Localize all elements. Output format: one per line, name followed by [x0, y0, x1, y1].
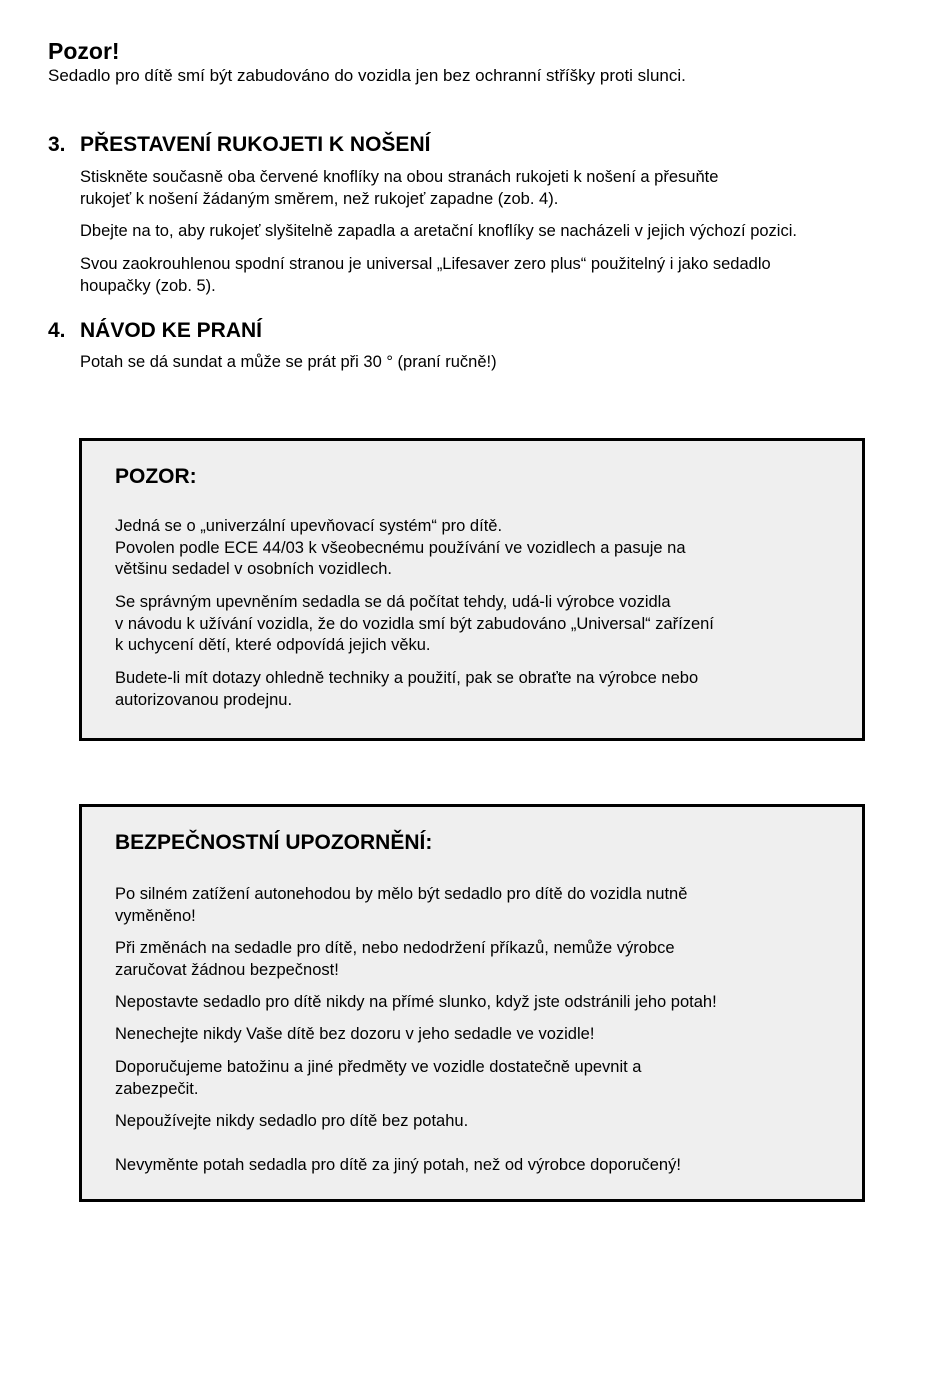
section-4-heading [48, 319, 262, 343]
pozor-box-paragraph-1 [115, 516, 835, 581]
section-3-p3-line-1: Svou zaokrouhlenou spodní stranou je universal „Lifesaver zero plus“ použitelný i jako sedadlo [80, 255, 771, 273]
safety-p5-line-1: Doporučujeme batožinu a jiné předměty ve vozidle dostatečně upevnit a [115, 1058, 642, 1076]
pozor-box-paragraph-2 [115, 592, 835, 657]
pozor-p2-line-3: k uchycení dětí, které odpovídá jejich věku. [115, 636, 431, 654]
safety-p2-line-1: Při změnách na sedadle pro dítě, nebo nedodržení příkazů, nemůže výrobce [115, 939, 675, 957]
section-3-p1-line-2: rukojeť k nošení žádaným směrem, než rukojeť zapadne (zob. 4). [80, 189, 559, 208]
section-3-paragraph-2: Dbejte na to, aby rukojeť slyšitelně zapadla a aretační knoflíky se nacházeli v jejich výchozí pozici. [80, 222, 797, 240]
pozor-box [79, 438, 865, 741]
pozor-p1-line-3: většinu sedadel v osobních vozidlech. [115, 560, 393, 578]
safety-paragraph-4: Nenechejte nikdy Vaše dítě bez dozoru v jeho sedadle ve vozidle! [115, 1025, 595, 1043]
safety-paragraph-1 [115, 884, 835, 927]
section-3-p1-line-1: Stiskněte současně oba červené knoflíky na obou stranách rukojeti k nošení a přesuňte [80, 168, 719, 186]
section-3-paragraph-3 [80, 254, 920, 297]
pozor-box-title: POZOR: [115, 465, 197, 488]
safety-p1-line-1: Po silném zatížení autonehodou by mělo být sedadlo pro dítě do vozidla nutně [115, 885, 688, 903]
section-3-p3-line-2: houpačky (zob. 5). [80, 276, 216, 295]
section-3-title: PŘESTAVENÍ RUKOJETI K NOŠENÍ [80, 133, 431, 156]
safety-paragraph-7: Nevyměnte potah sedadla pro dítě za jiný potah, než od výrobce doporučený! [115, 1156, 681, 1174]
safety-p5-line-2: zabezpečit. [115, 1079, 199, 1098]
safety-box [79, 804, 865, 1202]
pozor-p2-line-2: v návodu k užívání vozidla, že do vozidla smí být zabudováno „Universal“ zařízení [115, 614, 714, 633]
section-3-number: 3. [48, 133, 66, 156]
safety-box-title: BEZPEČNOSTNÍ UPOZORNĚNÍ: [115, 831, 433, 854]
safety-p2-line-2: zaručovat žádnou bezpečnost! [115, 960, 339, 979]
safety-paragraph-2 [115, 938, 835, 981]
pozor-p3-line-1: Budete-li mít dotazy ohledně techniky a použití, pak se obraťte na výrobce nebo [115, 669, 699, 687]
pozor-p1-line-2: Povolen podle ECE 44/03 k všeobecnému používání ve vozidlech a pasuje na [115, 538, 686, 557]
section-3-heading [48, 133, 430, 157]
section-4-title: NÁVOD KE PRANÍ [80, 319, 263, 342]
pozor-box-paragraph-3 [115, 668, 835, 711]
section-3-paragraph-1 [80, 167, 920, 210]
pozor-p3-line-2: autorizovanou prodejnu. [115, 690, 293, 709]
section-4-number: 4. [48, 319, 66, 342]
safety-paragraph-5 [115, 1057, 835, 1100]
safety-paragraph-6: Nepoužívejte nikdy sedadlo pro dítě bez potahu. [115, 1112, 469, 1130]
section-4-paragraph-1: Potah se dá sundat a může se prát při 30 ° (praní ručně!) [80, 353, 497, 371]
safety-paragraph-3: Nepostavte sedadlo pro dítě nikdy na přímé slunko, když jste odstránili jeho potah! [115, 993, 717, 1011]
pozor-p2-line-1: Se správným upevněním sedadla se dá počítat tehdy, udá-li výrobce vozidla [115, 593, 671, 611]
pozor-p1-line-1: Jedná se o „univerzální upevňovací systém“ pro dítě. [115, 517, 503, 535]
warning-text: Sedadlo pro dítě smí být zabudováno do vozidla jen bez ochranní stříšky proti slunci. [48, 66, 686, 85]
safety-p1-line-2: vyměněno! [115, 906, 196, 925]
warning-title: Pozor! [48, 38, 120, 64]
